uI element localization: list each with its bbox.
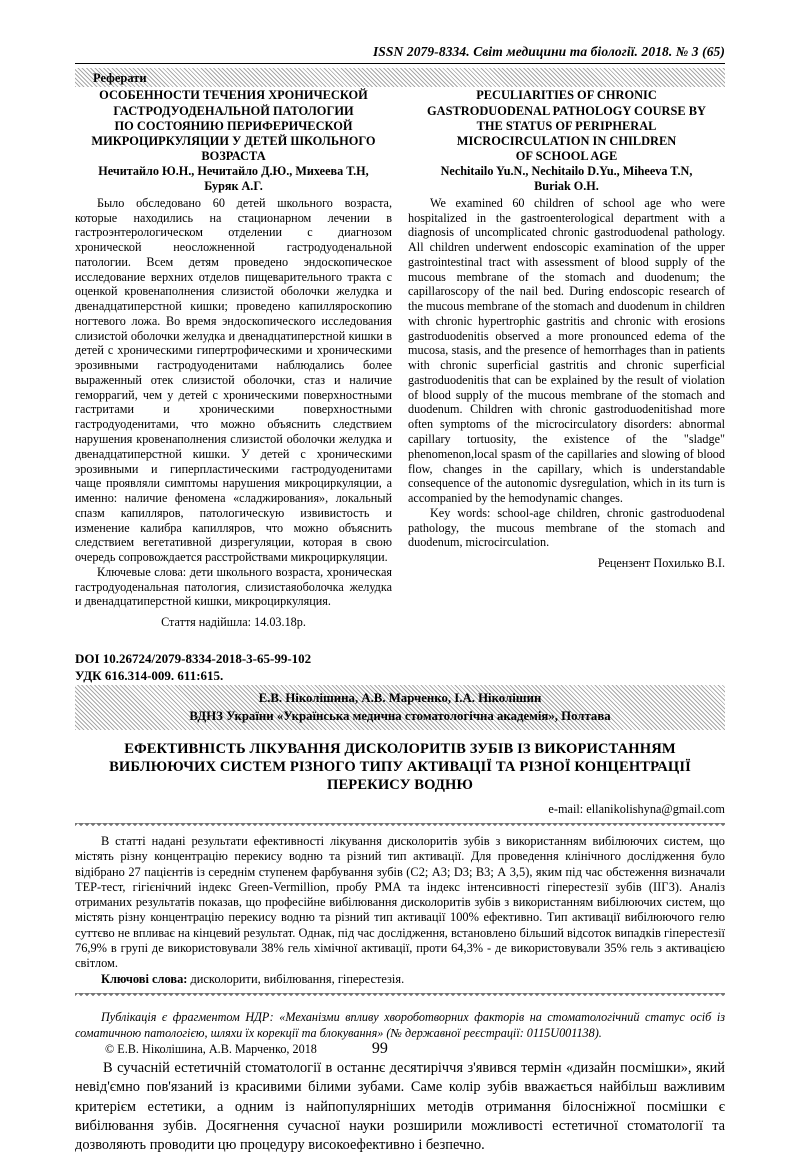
zigzag-divider-top: [75, 823, 725, 830]
keywords-text-ru: дети школьного возраста, хроническая гастродуоденальная патология, слизистаяоболочка желудка и двенадцатиперстной кишки, микроциркуляция.: [75, 564, 393, 609]
article-keywords-uk: [75, 972, 725, 987]
author-line: Нечитайло Ю.Н., Нечитайло Д.Ю., Михеева Т.Н,: [98, 164, 369, 179]
title-line: ПО СОСТОЯНИЮ ПЕРИФЕРИЧЕСКОЙ: [114, 118, 353, 133]
author-email: e-mail: ellanikolishyna@gmail.com: [548, 801, 725, 816]
abstract-title-ru: [75, 88, 392, 164]
abstract-column-ru: [75, 88, 392, 630]
abstract-body-en: We examined 60 children of school age who were hospitalized in the gastroenterological department with a diagnosis of uncomplicated chronic gastroduodenal pathology. All children underwent endoscopic examination of the upper gastrointestinal tract with assessment of blood supply of the mucous membrane of the stomach and duodenum; the capillaroscopy of the nail bed. During endoscopic research of the mucous membrane of the stomach and duodenum in children with chronic hypertrophic gastritis and chronic with erosions gastroduodenitis observed a more pronounced edema of the mucosa, stasis, and the presence of hemorrhages than in patients with chronic superficial gastritis and chronic superficial gastroduodenitis that can be explained by the result of violation of blood supply of the mucous membrane of the stomach and duodenum. Children with chronic gastroduodenitishad more often symptoms of the microcirculatory disorders: abnormal capillary tortuosity, the existence of the "sladge" phenomenon,local spasm of the capillaries and slowing of blood flow, changes in the capillary, which is understandable consequence of the autonomic dysregulation, which in its turn is accompanied by the hemodynamic changes.: [408, 195, 725, 506]
article-authors-banner: [75, 685, 725, 730]
title-line: PECULIARITIES OF CHRONIC: [476, 88, 657, 103]
title-line: ЕФЕКТИВНІСТЬ ЛІКУВАННЯ ДИСКОЛОРИТІВ ЗУБІВ ІЗ ВИКОРИСТАННЯМ: [124, 740, 676, 757]
abstract-keywords-ru: [75, 565, 392, 609]
abstract-authors-en: [408, 164, 725, 194]
keywords-text-uk: дисколорити, вибілювання, гіперестезія.: [190, 971, 405, 986]
article-title: [75, 740, 725, 794]
title-line: МИКРОЦИРКУЛЯЦИИ У ДЕТЕЙ ШКОЛЬНОГО: [91, 133, 376, 148]
title-line: OF SCHOOL AGE: [515, 148, 618, 163]
running-head: ISSN 2079-8334. Світ медицини та біології. 2018. № 3 (65): [372, 44, 725, 59]
abstract-columns: [75, 88, 725, 630]
reviewer-line: Рецензент Похилько В.І.: [597, 556, 725, 571]
keywords-text-en: school-age children, chronic gastroduodenal pathology, the mucous membrane of the stomach and duodenum, microcirculation.: [408, 505, 726, 550]
received-date: Стаття надійшла: 14.03.18р.: [161, 615, 306, 630]
title-line: THE STATUS OF PERIPHERAL: [476, 118, 657, 133]
article-body-paragraph: В сучасній естетичній стоматології в останнє десятиріччя з'явився термін «дизайн посмішки», який невід'ємно пов'язаний із красивими білими зубами. Саме колір зубів вважається найбільш важливим критерієм естетики, а одним із найпопулярніших методів отримання білосніжної посмішки є вибілювання зубів. Досягнення сучасної науки розширили можливості естетичної стоматології та дозволяють проводити цю процедуру високоефективно і безпечно.: [75, 1060, 725, 1153]
abstract-body-ru: Было обследовано 60 детей школьного возраста, которые находились на стационарном лечении в гастроэнтерологическом отделении с диагнозом хронической неосложненной гастродуоденальной патологии. Всем детям проведено эндоскопическое исследование верхних отделов пищеварительного тракта с оценкой кровенаполнения слизистой оболочки желудка и двенадцатиперстной кишки; проведено капилляроскопию ногтевого ложа. Во время эндоскопического исследования слизистой оболочки желудка и двенадцатиперстной кишки в детей с хроническими гипертрофическими и хроническими эрозивными гастродуоденитами наблюдались более выраженный отек слизистой оболочки, стаз и наличие геморрагий, чем у детей с хроническими поверхностными гастритами и хроническими поверхностными гастродуоденитами, что можно объяснить следствием нарушения кровенаполнения слизистой оболочки желудка и двенадцатиперстной кишки. У детей с хроническими эрозивными и гиперпластическими гастродуоденитами чаще проявляли симптомы нарушения микроциркуляции, а именно: наличие феномена «сладжирования», локальный спазм капилляров, патологическую извивистость и изменение калибра капилляров, что можно объяснить следствием вегетативной дизрегуляции, которая в свою очередь сопровождается расстройствами микроциркуляции.: [75, 195, 392, 565]
keywords-label-en: Key words:: [430, 505, 491, 520]
abstract-title-en: [408, 88, 725, 164]
doi-line: DOI 10.26724/2079-8334-2018-3-65-99-102: [75, 651, 312, 667]
section-label-text: Реферати: [93, 70, 147, 85]
title-line: ПЕРЕКИСУ ВОДНЮ: [327, 776, 473, 793]
article-abstract-uk: В статті надані результати ефективності лікування дисколоритів зубів з використанням вибілюючих систем, що містять різну концентрацію перекису водню та різний тип активації. Для проведення клінічного дослідження було відібрано 27 пацієнтів із середнім ступенем фарбування зубів (С2; А3; D3; В3; А 3,5), яким під час обстеження визначали ТЕР-тест, гігієнічний індекс Green-Vermillion, пробу РМА та індекс інтенсивності гіперестезії зубів (ІІГЗ). Аналіз отриманих результатів показав, що професійне вибілювання дисколоритів зубів з використанням вибілюючих систем, що містять різну концентрацію перекису водню та різний тип активації 100% ефективно. Тип активації вибілюючого гелю суттєво не впливає на кінцевий результат. Однак, під час дослідження, встановлено більший відсоток випадків гіперестезії 76,9% в групі де використовували 38% гель хімічної активації, проти 64,3% - де використовували 35% гель з активацією світлом.: [75, 833, 725, 971]
keywords-label-uk: Ключові слова:: [101, 971, 188, 986]
abstract-column-en: [408, 88, 725, 630]
author-line: Nechitailo Yu.N., Nechitailo D.Yu., Miheeva T.N,: [440, 164, 693, 179]
author-line: Buriak O.H.: [534, 178, 599, 193]
keywords-label-ru: Ключевые слова:: [97, 564, 187, 579]
funding-note: Публікація є фрагментом НДР: «Механізми впливу хвороботворних факторів на стоматологічний статус осіб із соматичною патологією, шляхи їх корекції та блокування» (№ державної реєстрації: 0115U001138).: [75, 1010, 725, 1040]
title-line: ВИБЛЮЮЧИХ СИСТЕМ РІЗНОГО ТИПУ АКТИВАЦІЇ ТА РІЗНОЇ КОНЦЕНТРАЦІЇ: [109, 758, 691, 775]
abstract-authors-ru: [75, 164, 392, 194]
article-affiliation: ВДНЗ України «Українська медична стоматологічна академія», Полтава: [189, 709, 611, 724]
article-authors: Е.В. Ніколішина, А.В. Марченко, І.А. Ніколішин: [258, 690, 542, 705]
author-line: Буряк А.Г.: [204, 178, 263, 193]
section-label-banner: [75, 68, 725, 88]
udk-line: УДК 616.314-009. 611:615.: [75, 668, 224, 684]
title-line: ОСОБЕННОСТИ ТЕЧЕНИЯ ХРОНИЧЕСКОЙ: [99, 88, 368, 103]
title-line: ВОЗРАСТА: [201, 148, 266, 163]
page-footer: [75, 1040, 725, 1058]
doi-block: [75, 650, 725, 684]
page-content: [75, 0, 725, 1155]
zigzag-divider-bottom: [75, 993, 725, 1000]
copyright-line: © Е.В. Ніколішина, А.В. Марченко, 2018: [105, 1042, 317, 1056]
title-line: ГАСТРОДУОДЕНАЛЬНОЙ ПАТОЛОГИИ: [113, 103, 354, 118]
page-number: 99: [371, 1040, 388, 1057]
title-line: MICROCIRCULATION IN CHILDREN: [456, 133, 677, 148]
abstract-keywords-en: [408, 506, 725, 550]
title-line: GASTRODUODENAL PATHOLOGY COURSE BY: [427, 103, 706, 118]
header-rule: [75, 63, 725, 64]
